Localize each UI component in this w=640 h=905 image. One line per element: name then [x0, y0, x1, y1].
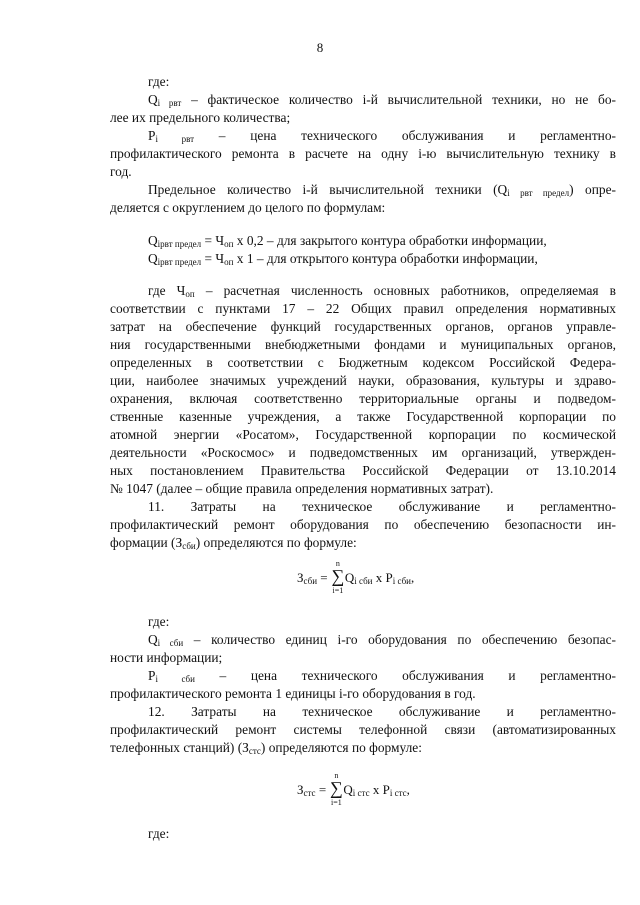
text-line: Предельное количество i-й вычислительной техники (Qi рвт предел) опре-: [148, 182, 617, 198]
text-line: Pi сби – цена технического обслуживания и регламентно-: [148, 668, 616, 684]
text-line: профилактического ремонта в расчете на одну i-ю вычислительную технику в: [110, 146, 616, 161]
text-line: деятельности «Роскосмос» и подведомственных им организаций, утвержден-: [110, 445, 616, 460]
text-line: определенных в соответствии с Бюджетным кодексом Российской Федера-: [110, 355, 616, 370]
text-line: где:: [148, 826, 170, 841]
text-line: где:: [148, 614, 170, 629]
formula-security-costs: Зсби = n ∑ i=1 Qi сби х Pi сби,: [297, 559, 415, 595]
text-line: ности информации;: [110, 650, 223, 665]
text-line: ния государственными внебюджетными фондами и муниципальных органов,: [110, 337, 616, 352]
text-line: где:: [148, 74, 170, 89]
text-line: лее их предельного количества;: [110, 110, 291, 125]
text-line: Qi рвт – фактическое количество i-й вычислительной техники, но не бо-: [148, 92, 616, 108]
text-line: атомной энергии «Росатом», Государственной корпорации по космической: [110, 427, 616, 442]
formula-line: Qiрвт предел = Чоп х 0,2 – для закрытого контура обработки информации,: [148, 233, 547, 249]
text-line: затрат на обеспечение функций государственных органов, органов управле-: [110, 319, 616, 334]
text-line: ных постановлением Правительства Российской Федерации от 13.10.2014: [110, 463, 616, 478]
text-line: соответствии с пунктами 17 – 22 Общих правил определения нормативных: [110, 301, 616, 316]
section-heading-11: 11. Затраты на техническое обслуживание и регламентно-: [148, 499, 616, 514]
section-heading-12: 12. Затраты на техническое обслуживание и регламентно-: [148, 704, 616, 719]
text-line: профилактический ремонт оборудования по обеспечению безопасности ин-: [110, 517, 616, 532]
text-line: год.: [110, 164, 132, 179]
page-number: 8: [316, 40, 324, 55]
text-line: где Чоп – расчетная численность основных работников, определяемая в: [148, 283, 616, 299]
text-line: профилактический ремонт системы телефонной связи (автоматизированных: [110, 722, 616, 737]
formula-line: Qiрвт предел = Чоп х 1 – для открытого контура обработки информации,: [148, 251, 538, 267]
text-line: профилактического ремонта 1 единицы i-го оборудования в год.: [110, 686, 476, 701]
text-line: Qi сби – количество единиц i-го оборудования по обеспечению безопас-: [148, 632, 616, 648]
sum-symbol: n ∑ i=1: [329, 771, 343, 807]
text-line: деляется с округлением до целого по формулам:: [110, 200, 386, 215]
text-line: № 1047 (далее – общие правила определения нормативных затрат).: [110, 481, 494, 496]
text-line: ственные казенные учреждения, а также Государственной корпорации по: [110, 409, 616, 424]
text-line: Pi рвт – цена технического обслуживания и регламентно-: [148, 128, 617, 144]
formula-phone-costs: Зстс = n ∑ i=1 Qi стс х Pi стс,: [297, 771, 410, 807]
sum-symbol: n ∑ i=1: [331, 559, 345, 595]
text-line: формации (Зсби) определяются по формуле:: [110, 535, 357, 551]
text-line: телефонных станций) (Зстс) определяются по формуле:: [110, 740, 422, 756]
text-line: охранения, включая соответственно территориальные органы и подведом-: [110, 391, 616, 406]
text-line: ции, наиболее значимых учреждений науки, образования, культуры и здраво-: [110, 373, 616, 388]
